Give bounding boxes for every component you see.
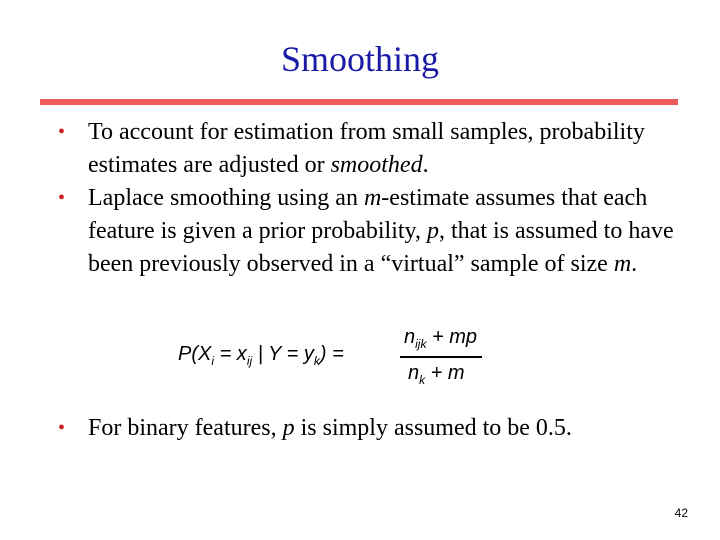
fraction-bar (400, 356, 482, 358)
formula-text: P(X (178, 343, 212, 365)
formula-subscript: k (313, 354, 320, 368)
bullet-text: is simply assumed to be 0.5. (294, 415, 572, 441)
bullet-emphasis: p (427, 218, 439, 244)
bullet-emphasis: m (613, 251, 632, 277)
title-divider (40, 99, 678, 105)
bullet-icon: • (58, 121, 66, 143)
bullet-text: , that is assumed to have been previously observed in a “virtual” sample of size (88, 218, 674, 277)
page-number: 42 (674, 506, 688, 520)
bullet-item (58, 116, 698, 182)
bullet-emphasis: m (363, 185, 382, 211)
formula-text: ) = (319, 343, 344, 365)
formula-subscript: ij (246, 354, 253, 368)
formula-text: n (404, 326, 416, 348)
bullet-icon: • (58, 187, 66, 209)
formula-numerator (404, 326, 477, 351)
formula-text: + mp (426, 326, 478, 348)
bullet-text: . (422, 152, 429, 178)
bullet-text: Laplace smoothing using an (88, 185, 364, 211)
bullet-text: For binary features, (88, 415, 283, 441)
bullet-emphasis: p (282, 415, 295, 441)
bullet-item (58, 412, 698, 445)
formula-text: n (408, 362, 420, 384)
bullet-text: To account for estimation from small samples, probability estimates are adjusted or (88, 119, 645, 178)
formula-denominator (408, 362, 465, 387)
formula-text: = x (214, 343, 247, 365)
laplace-formula (178, 326, 498, 388)
formula-subscript: i (211, 354, 215, 368)
bullet-text: -estimate assumes that each feature is given a prior probability, (88, 185, 648, 244)
formula-subscript: k (419, 373, 426, 387)
bullet-text: . (631, 251, 638, 277)
slide-title: Smoothing (280, 39, 440, 79)
formula-lhs (178, 343, 344, 368)
bullet-item (58, 182, 698, 281)
formula-subscript: ijk (415, 337, 427, 351)
formula-text: | Y = y (252, 343, 314, 365)
formula-text: + m (425, 362, 465, 384)
bullet-list (58, 116, 698, 281)
bullet-emphasis: smoothed (330, 152, 423, 178)
bullet-icon: • (58, 417, 66, 439)
bullet-list-bottom (58, 412, 698, 445)
